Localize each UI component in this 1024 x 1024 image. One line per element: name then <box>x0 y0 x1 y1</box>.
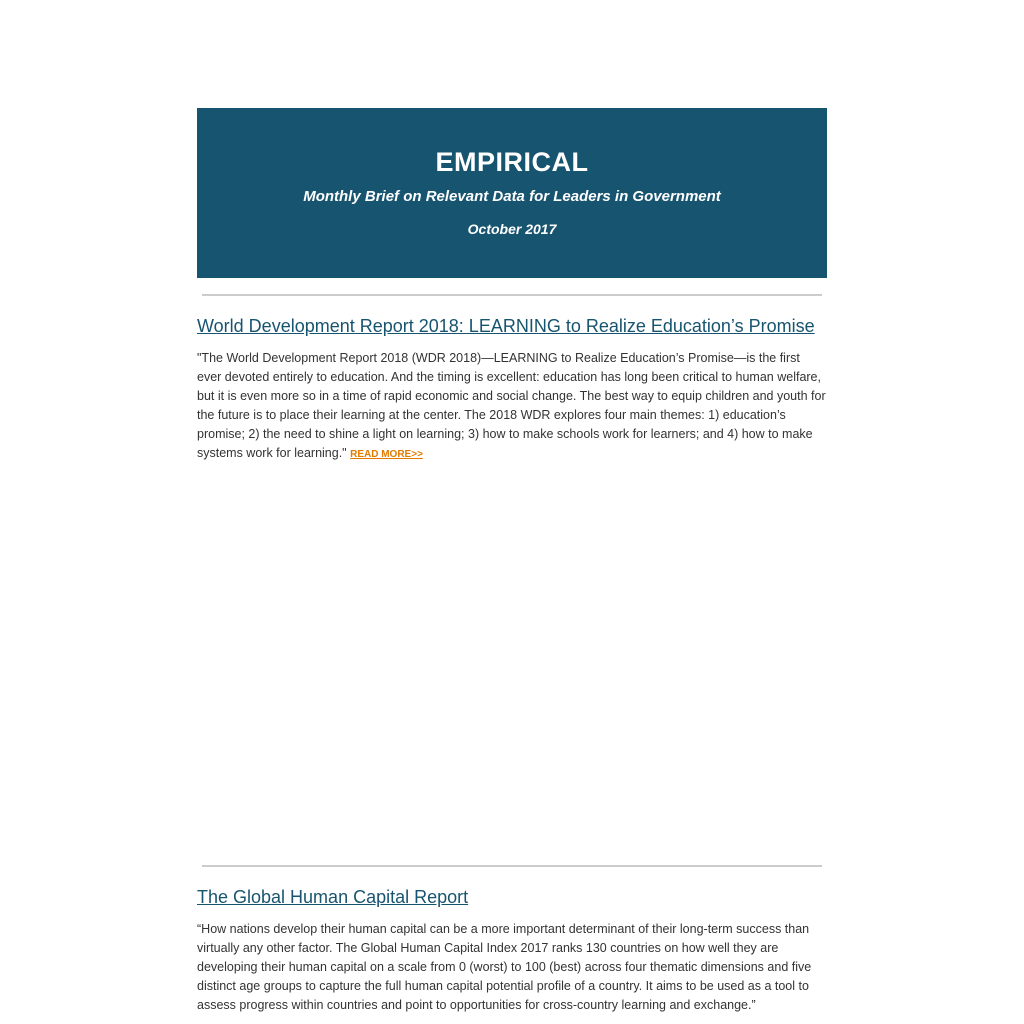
article-body-text: "The World Development Report 2018 (WDR 2018)—LEARNING to Realize Education’s Promise—is the first ever devoted entirely to education. And the timing is excellent: education has long been critical to human welfare, but it is even more so in a time of rapid economic and social change. The best way to equip children and youth for the future is to place their learning at the center. The 2018 WDR explores four main themes: 1) education’s promise; 2) the need to shine a light on learning; 3) how to make schools work for learners; and 4) how to make systems work for learning." <box>197 351 826 460</box>
issue-date: October 2017 <box>467 221 557 237</box>
article-wdr-2018 <box>197 296 827 464</box>
blank-space <box>197 464 827 865</box>
article-body <box>197 349 827 464</box>
header-banner <box>197 108 827 278</box>
article-body-text: “How nations develop their human capital can be a more important determinant of their long-term success than virtually any other factor. The Global Human Capital Index 2017 ranks 130 countries on how well they are developing their human capital on a scale from 0 (worst) to 100 (best) across four thematic dimensions and five distinct age groups to capture the full human capital potential profile of a country. It aims to be used as a tool to assess progress within countries and point to opportunities for cross-country learning and exchange.” <box>197 922 812 1012</box>
article-title-link[interactable]: The Global Human Capital Report <box>197 887 469 907</box>
article-title-link[interactable]: World Development Report 2018: LEARNING to Realize Education’s Promise <box>197 316 815 336</box>
article-body <box>197 920 827 1015</box>
masthead-title: EMPIRICAL <box>435 147 589 177</box>
read-more-link[interactable]: READ MORE>> <box>350 449 423 460</box>
article-human-capital <box>197 867 827 1015</box>
newsletter <box>197 108 827 1015</box>
masthead-subtitle: Monthly Brief on Relevant Data for Leaders in Government <box>303 188 721 205</box>
